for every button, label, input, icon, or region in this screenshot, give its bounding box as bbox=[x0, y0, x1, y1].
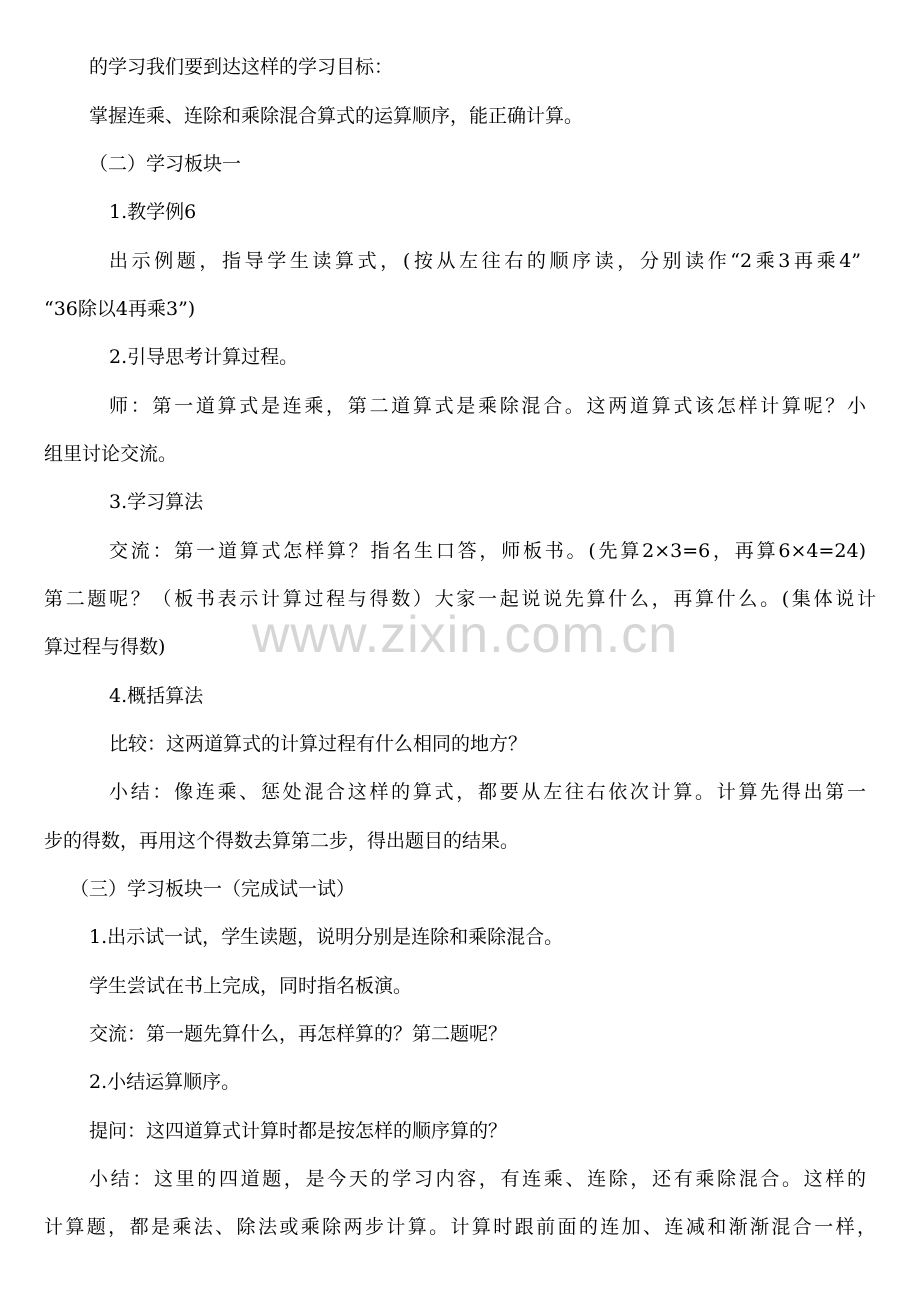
text-line bbox=[0, 584, 920, 614]
line-text: 2.引导思考计算过程。 bbox=[109, 346, 299, 368]
text-line bbox=[0, 536, 920, 566]
text-line bbox=[0, 922, 920, 952]
text-line bbox=[0, 391, 920, 421]
line-text: 师：第一道算式是连乘，第二道算式是乘除混合。这两道算式该怎样计算呢？小 bbox=[109, 395, 866, 417]
line-text: 小结：这里的四道题，是今天的学习内容，有连乘、连除，还有乘除混合。这样的 bbox=[89, 1168, 866, 1190]
line-text: 组里讨论交流。 bbox=[44, 443, 178, 465]
line-text: 计算题，都是乘法、除法或乘除两步计算。计算时跟前面的连加、连减和渐渐混合一样， bbox=[44, 1216, 876, 1238]
subsection-heading bbox=[0, 197, 920, 227]
text-line bbox=[0, 1116, 920, 1146]
line-text: 小结：像连乘、惩处混合这样的算式，都要从左往右依次计算。计算先得出第一 bbox=[109, 781, 866, 803]
text-line bbox=[0, 1164, 920, 1194]
text-line bbox=[0, 729, 920, 759]
line-text: 提问：这四道算式计算时都是按怎样的顺序算的？ bbox=[89, 1120, 508, 1142]
line-text: 比较：这两道算式的计算过程有什么相同的地方？ bbox=[109, 733, 528, 755]
section-heading bbox=[0, 149, 920, 179]
text-line bbox=[0, 1212, 920, 1242]
text-line bbox=[0, 1019, 920, 1049]
text-line bbox=[0, 246, 920, 276]
line-text: 出示例题，指导学生读算式，(按从左往右的顺序读，分别读作“2乘3再乘4” bbox=[109, 250, 861, 272]
line-text: 第二题呢？（板书表示计算过程与得数）大家一起说说先算什么，再算什么。(集体说计 bbox=[44, 588, 876, 610]
text-line bbox=[0, 439, 920, 469]
text-line bbox=[0, 632, 920, 662]
watermark-text: www.zixin.com.cn bbox=[251, 606, 679, 664]
line-text: 的学习我们要到达这样的学习目标： bbox=[89, 56, 394, 78]
line-text: 3.学习算法 bbox=[109, 491, 204, 513]
line-text: 2.小结运算顺序。 bbox=[89, 1071, 241, 1093]
line-text: 掌握连乘、连除和乘除混合算式的运算顺序，能正确计算。 bbox=[89, 105, 584, 127]
line-text: 交流：第一道算式怎样算？指名生口答，师板书。(先算2×3=6，再算6×4=24) bbox=[109, 540, 866, 562]
line-text: 步的得数，再用这个得数去算第二步，得出题目的结果。 bbox=[44, 830, 520, 852]
line-text: 1.出示试一试，学生读题，说明分别是连除和乘除混合。 bbox=[89, 926, 564, 948]
text-line bbox=[0, 52, 920, 82]
subsection-heading bbox=[0, 681, 920, 711]
text-line bbox=[0, 971, 920, 1001]
text-line bbox=[0, 777, 920, 807]
line-text: 4.概括算法 bbox=[109, 685, 204, 707]
line-text: （三）学习板块一（完成试一试） bbox=[70, 878, 356, 900]
subsection-heading bbox=[0, 342, 920, 372]
text-line bbox=[0, 101, 920, 131]
subsection-heading bbox=[0, 1067, 920, 1097]
line-text: 学生尝试在书上完成，同时指名板演。 bbox=[89, 975, 413, 997]
line-text: （二）学习板块一 bbox=[89, 153, 242, 175]
section-heading bbox=[0, 874, 920, 904]
line-text: “36除以4再乘3”) bbox=[44, 298, 196, 320]
line-text: 1.教学例6 bbox=[109, 201, 197, 223]
text-line bbox=[0, 826, 920, 856]
line-text: 算过程与得数) bbox=[44, 636, 166, 658]
line-text: 交流：第一题先算什么，再怎样算的？第二题呢？ bbox=[89, 1023, 508, 1045]
subsection-heading bbox=[0, 487, 920, 517]
text-line bbox=[0, 294, 920, 324]
